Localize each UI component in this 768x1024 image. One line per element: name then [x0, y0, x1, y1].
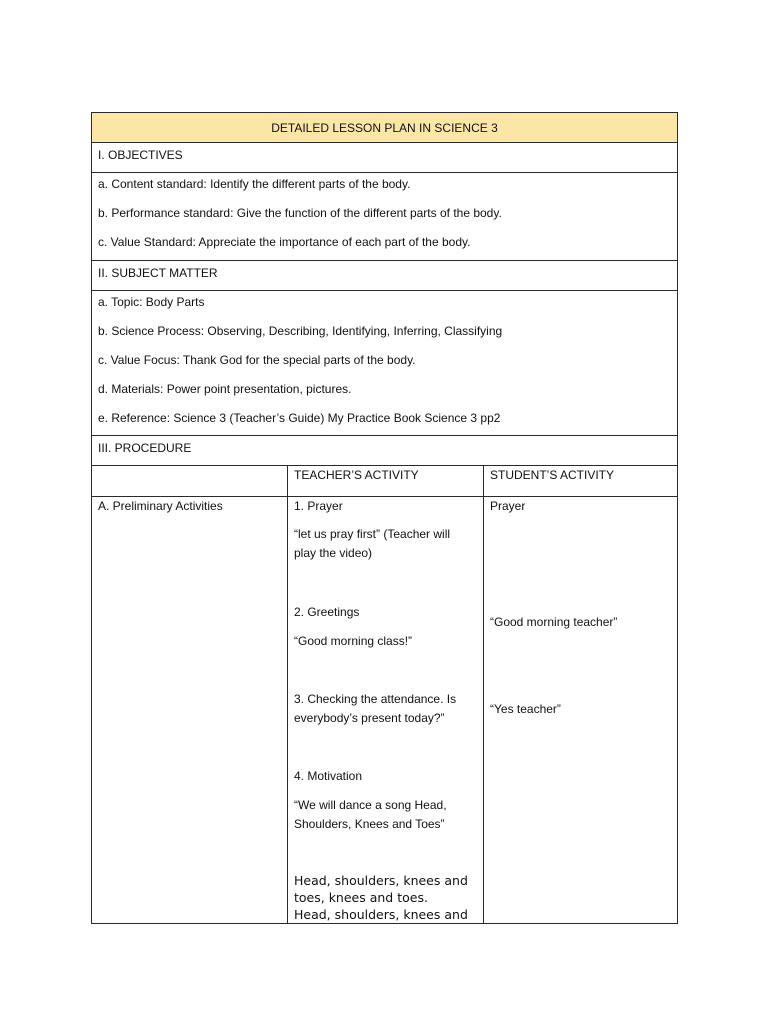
objective-value: c. Value Standard: Appreciate the importance of each part of the body.	[98, 235, 471, 249]
student-attendance: “Yes teacher”	[490, 702, 561, 716]
lesson-plan-table	[91, 112, 678, 924]
procedure-heading: III. PROCEDURE	[92, 436, 677, 466]
student-greetings: “Good morning teacher”	[490, 615, 618, 629]
student-activity-header: STUDENT’S ACTIVITY	[490, 468, 615, 482]
teacher-motivation-quote: “We will dance a song Head, Shoulders, Knees and Toes”	[294, 798, 447, 831]
student-prayer: Prayer	[490, 499, 526, 513]
procedure-header-blank	[92, 466, 288, 496]
lesson-plan-title: DETAILED LESSON PLAN IN SCIENCE 3	[92, 113, 677, 143]
teacher-activity-header: TEACHER’S ACTIVITY	[288, 466, 484, 496]
subject-reference: e. Reference: Science 3 (Teacher’s Guide) My Practice Book Science 3 pp2	[98, 411, 501, 425]
section-cell	[92, 497, 288, 923]
procedure-column-headers	[92, 466, 677, 497]
subject-matter-list	[92, 291, 677, 436]
teacher-greetings-quote: “Good morning class!”	[294, 634, 413, 648]
objective-content: a. Content standard: Identify the different parts of the body.	[98, 177, 411, 191]
subject-materials: d. Materials: Power point presentation, pictures.	[98, 382, 352, 396]
teacher-motivation: 4. Motivation	[294, 769, 363, 783]
song-lyrics-line-2: Head, shoulders, knees and	[294, 907, 468, 922]
preliminary-activities-row	[92, 497, 677, 923]
teacher-prayer-quote: “let us pray first” (Teacher will play the video)	[294, 527, 451, 560]
teacher-greetings: 2. Greetings	[294, 605, 360, 619]
section-label: A. Preliminary Activities	[98, 499, 223, 513]
subject-value-focus: c. Value Focus: Thank God for the special parts of the body.	[98, 353, 416, 367]
teacher-attendance: 3. Checking the attendance. Is everybody’s present today?”	[294, 692, 457, 725]
teacher-prayer: 1. Prayer	[294, 499, 343, 513]
subject-process: b. Science Process: Observing, Describing, Identifying, Inferring, Classifying	[98, 324, 503, 338]
subject-topic: a. Topic: Body Parts	[98, 295, 205, 309]
teacher-activity-cell	[288, 497, 484, 923]
song-lyrics-line-1: Head, shoulders, knees and toes, knees and toes.	[294, 873, 468, 905]
objectives-heading: I. OBJECTIVES	[92, 143, 677, 173]
objectives-list	[92, 173, 677, 261]
student-activity-cell	[484, 497, 677, 923]
objective-performance: b. Performance standard: Give the function of the different parts of the body.	[98, 206, 502, 220]
subject-matter-heading: II. SUBJECT MATTER	[92, 261, 677, 291]
